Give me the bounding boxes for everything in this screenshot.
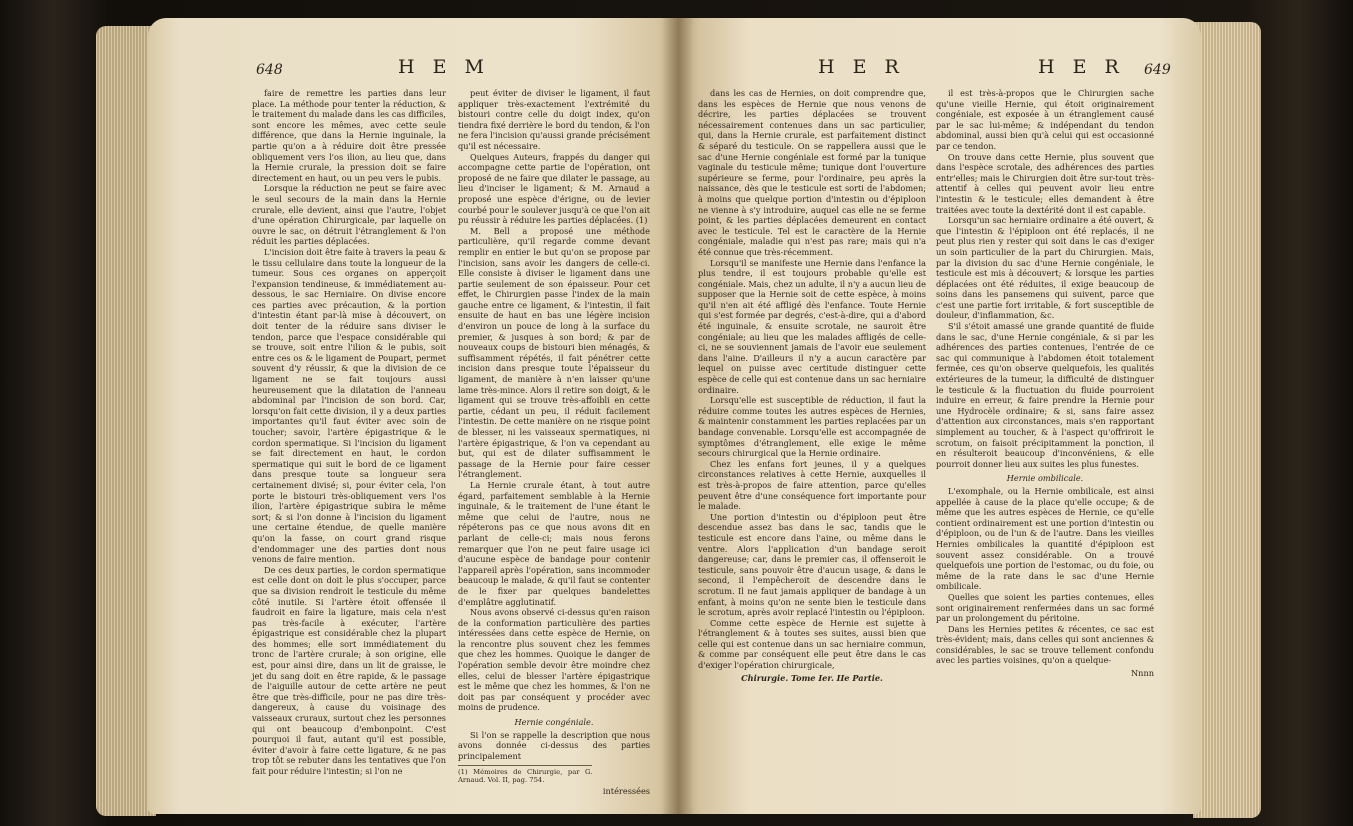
paragraph: Chez les enfans fort jeunes, il y a quelques circonstances relatives à cette Hernie, auxquelles il est très-à-propos de faire attention, parce qu'elles peuvent être d'une conséquence fort importante pour le malade. [698, 458, 926, 512]
paragraph: On trouve dans cette Hernie, plus souvent que dans l'espèce scrotale, des adhérences des parties entr'elles; mais le Chirurgien doit être sur-tout très-attentif à celles qui peuvent avoir lieu entre l'intestin & le testicule; elles demandent à être traitées avec toute la dextérité dont il est capable. [936, 151, 1154, 215]
paragraph: Lorsque la réduction ne peut se faire avec le seul secours de la main dans la Hernie crurale, elle devient, ainsi que l'autre, l'objet d'une opération Chirurgicale, par laquelle on ouvre le sac, on détruit l'étranglement & l'on réduit les parties déplacées. [252, 183, 446, 247]
paragraph: L'incision doit être faite à travers la peau & le tissu cellulaire dans toute la longueur de la tumeur. Sous ces organes on apperçoit l'expansion tendineuse, & immédiatement au-dessous, le sac Herniaire. On divise encore ces parties avec précaution, & la portion d'intestin étant par-là mise à découvert, on doit tenter de la réduire sans diviser le tendon, parce que l'espace considérable qui se trouve, soit entre l'ilion & le pubis, soit entre ces os & le ligament de Poupart, permet souvent d'y réussir, & que la division de ce ligament ne se fait toujours aussi heureusement que la dilatation de l'anneau abdominal par l'incision de son bord. Car, lorsqu'on fait cette division, il y a deux parties importantes qu'il faut éviter avec soin de toucher; savoir, l'artère épigastrique & le cordon spermatique. Si l'incision du ligament se fait directement en haut, le cordon spermatique qui suit le bord de ce ligament dans presque toute sa longueur sera certainement divisé; si, pour éviter cela, l'on porte le bistouri très-obliquement vers l'os ilion, l'artère épigastrique subira le même sort; & si l'on donne à l'incision du ligament une certaine étendue, de quelle manière qu'on la fasse, on court grand risque d'endommager une des parties dont nous venons de faire mention. [252, 246, 446, 565]
left-column-1 [252, 88, 446, 777]
paragraph: Comme cette espèce de Hernie est sujette à l'étranglement & à toutes ses suites, aussi bien que celle qui est contenue dans un sac herniaire commun, & comme par conséquent elle peut être dans le cas d'exiger l'opération chirurgicale, [698, 617, 926, 671]
paragraph: Lorsqu'il se manifeste une Hernie dans l'enfance la plus tendre, il est toujours probable qu'elle est congéniale. Mais, chez un adulte, il n'y a aucun lieu de supposer que la Hernie soit de cette espèce, à moins qu'il n'en ait été affligé dès l'enfance. Toute Hernie qui s'est formée par degrés, c'est-à-dire, qui a d'abord été inguinale, & ensuite scrotale, ne sauroit être congéniale; au lieu que les malades affligés de celle-ci, ne se souviennent jamais de l'avoir eue seulement dans l'aine. D'ailleurs il n'y a aucun caractère par lequel on puisse avec certitude distinguer cette espèce de celle qui est contenue dans un sac herniaire ordinaire. [698, 257, 926, 395]
catchword: intéressées [602, 786, 650, 797]
paragraph: Nous avons observé ci-dessus qu'en raison de la conformation particulière des parties intéressées dans cette espèce de Hernie, on la rencontre plus souvent chez les femmes que chez les hommes. Quoique le danger de l'opération semble devoir être moindre chez elles, celui de blesser l'artère épigastrique est le même que chez les hommes, & l'on ne doit pas par conséquent y procéder avec moins de prudence. [458, 607, 650, 713]
paragraph: M. Bell a proposé une méthode particulière, qu'il regarde comme devant remplir en entier le but qu'on se propose par l'incision, sans avoir les dangers de celle-ci. Elle consiste à diviser le ligament dans une partie seulement de son épaisseur. Pour cet effet, le Chirurgien passe l'index de la main gauche entre ce ligament, & l'intestin, il fait ensuite de haut en bas une légère incision d'environ un pouce de long à la surface du premier, & jusques à son bord; & par de nouveaux coups de bistouri bien ménagés, & suffisamment répétés, il fait pénétrer cette incision dans presque toute l'épaisseur du ligament, de manière à n'en laisser qu'une lame très-mince. Alors il retire son doigt, & le ligament qui se trouve très-affoibli en cette partie, cédant un peu, il réduit facilement l'intestin. De cette manière on ne risque point de blesser, ni les vaisseaux spermatiques, ni l'artère épigastrique, & l'on va cependant au but, qui est de dilater suffisamment le passage de la Hernie pour faire cesser l'étranglement. [458, 225, 650, 480]
right-page [678, 18, 1201, 814]
paragraph: Une portion d'intestin ou d'épiploon peut être descendue assez bas dans le sac, tandis que le testicule est encore dans l'aine, ou même dans le ventre. Alors l'application d'un bandage seroit dangereuse; car, dans le premier cas, il offenseroit le testicule, sans pouvoir être d'aucun usage, & dans le second, il l'empêcheroit de descendre dans le scrotum. Il ne faut jamais appliquer de bandage à un enfant, à moins qu'on ne sente bien le testicule dans le scrotum, après avoir replacé l'intestin ou l'épiploon. [698, 511, 926, 618]
paragraph: peut éviter de diviser le ligament, il faut appliquer très-exactement l'extrémité du bistouri contre celle du doigt index, qu'on tiendra fixé derrière le bord du tendon, & l'on ne fera l'incision qu'aussi grande précisément qu'il est nécessaire. [458, 88, 650, 151]
paragraph: La Hernie crurale étant, à tout autre égard, parfaitement semblable à la Hernie inguinale, & le traitement de l'une étant le même que celui de l'autre, nous ne répéterons pas ce que nous avons dit en parlant de celle-ci; mais nous ferons remarquer que l'on ne peut faire usage ici d'aucune espèce de bandage pour contenir l'appareil après l'opération, sans incommoder beaucoup le malade, & qu'il faut se contenter de le fixer par quelques bandelettes d'emplâtre agglutinatif. [458, 479, 650, 607]
running-head: H E M [398, 56, 490, 78]
paragraph: Si l'on se rappelle la description que nous avons donnée ci-dessus des parties principalement [458, 729, 650, 761]
right-column-1 [698, 88, 926, 683]
volume-footer: Chirurgie. Tome Ier. IIe Partie. [741, 672, 883, 683]
book-gutter [662, 18, 694, 814]
paragraph: De ces deux parties, le cordon spermatique est celle dont on doit le plus s'occuper, parce que sa division rendroit le testicule du même côté inutile. Si l'artère étoit offensée il faudroit en faire la ligature, mais cela n'est pas très-facile à exécuter, l'artère épigastrique est considérable chez la plupart des hommes; elle sort immédiatement du tronc de l'artère crurale; à son origine, elle est, pour ainsi dire, dans un lit de graisse, le jet du sang doit en être rapide, & le passage de l'aiguille autour de cette artère ne peut être que très-difficile, pour ne pas dire très-dangereux, à cause du voisinage des vaisseaux cruraux, surtout chez les personnes qui ont beaucoup d'embonpoint. C'est pourquoi il faut, autant qu'il est possible, éviter d'avoir à faire cette ligature, & ne pas trop tôt se rebuter dans les tentatives que l'on fait pour réduire l'intestin; si l'on ne [252, 564, 446, 776]
right-column-2 [936, 88, 1154, 679]
paragraph: Lorsqu'un sac herniaire ordinaire a été ouvert, & que l'intestin & l'épiploon ont été replacés, il ne peut plus rien y rester qui soit dans le cas d'exiger un soin particulier de la part du Chirurgien. Mais, par la division du sac d'une Hernie congéniale, le testicule est mis à découvert; & lorsque les parties déplacées ont été réduites, il exige beaucoup de soins dans les pansemens qui suivent, parce que c'est une partie fort irritable, & fort susceptible de douleur, d'inflammation, &c. [936, 215, 1154, 321]
left-page [148, 18, 678, 814]
left-column-2 [458, 88, 650, 797]
section-heading: Hernie ombilicale. [1006, 473, 1084, 484]
page-number: 649 [1144, 62, 1171, 78]
left-page-edges [96, 26, 156, 816]
paragraph: dans les cas de Hernies, on doit comprendre que, dans les espèces de Hernie que nous venons de décrire, les parties déplacées se trouvent nécessairement contenues dans un sac particulier, qui, dans la Hernie crurale, est parfaitement distinct & séparé du testicule. On se rappellera aussi que le sac d'une Hernie congéniale est formé par la tunique vaginale du testicule même; tunique dont l'ouverture supérieure se ferme, pour l'ordinaire, peu après la naissance, dès que le testicule est sorti de l'abdomen; à moins que quelque portion d'intestin ou d'épiploon ne vienne à s'y introduire, auquel cas elle ne se ferme point, & les parties déplacées demeurent en contact avec le testicule. Tel est le caractère de la Hernie congéniale, maladie qui n'est pas rare; mais qui n'a été connue que très-récemment. [698, 88, 926, 257]
paragraph: Quelques Auteurs, frappés du danger qui accompagne cette partie de l'opération, ont proposé de ne faire que dilater le passage, au lieu d'inciser le ligament; & M. Arnaud a proposé une espèce d'érigne, ou de levier courbé pour le soulever jusqu'à ce que l'on ait pu réussir à réduire les parties déplacées. (1) [458, 151, 650, 226]
paragraph: il est très-à-propos que le Chirurgien sache qu'une vieille Hernie, qui étoit originairement congéniale, est exposée à un étranglement causé par le sac lui-même; & indépendant du tendon abdominal, aussi bien qu'à celui qui est occasionné par ce tendon. [936, 88, 1154, 151]
paragraph: S'il s'étoit amassé une grande quantité de fluide dans le sac, d'une Hernie congéniale, & si par les adhérences des parties contenues, l'entrée de ce sac qui communique à l'abdomen étoit totalement fermée, ces qu'on observe quelquefois, les qualités extérieures de la tumeur, la difficulté de distinguer le testicule & la fluctuation du fluide pourroient induire en erreur, & faire prendre la Hernie pour une Hydrocèle ordinaire; & si, sans faire assez d'attention aux circonstances, mais s'en rapportant simplement au toucher, & à l'aspect qu'offriroit le scrotum, on faisoit précipitamment la ponction, il en résulteroit beaucoup d'inconvéniens, & elle pourroit donner lieu aux suites les plus funestes. [936, 321, 1154, 469]
paragraph: Dans les Hernies petites & récentes, ce sac est très-évident; mais, dans celles qui sont anciennes & considérables, le sac se trouve tellement confondu avec les parties voisines, qu'on a quelque- [936, 623, 1154, 666]
running-head-2: H E R [1038, 56, 1125, 78]
footnote: (1) Mémoires de Chirurgie, par G. Arnaud. Vol. II, pag. 754. [458, 765, 592, 784]
paragraph: Quelles que soient les parties contenues, elles sont originairement renfermées dans un sac formé par un prolongement du péritoine. [936, 591, 1154, 624]
paragraph: faire de remettre les parties dans leur place. La méthode pour tenter la réduction, & le traitement du malade dans les cas difficiles, sont encore les mêmes, avec cette seule différence, que dans la Hernie inguinale, la partie qu'on a à réduire doit être pressée obliquement vers l'os ilion, au lieu que, dans la Hernie crurale, la pression doit se faire directement en haut, ou un peu vers le pubis. [252, 88, 446, 183]
running-head: H E R [818, 56, 905, 78]
right-page-edges [1193, 22, 1261, 818]
section-heading: Hernie congéniale. [514, 717, 594, 728]
page-number: 648 [256, 62, 283, 78]
paragraph: L'exomphale, ou la Hernie ombilicale, est ainsi appellée à cause de la place qu'elle occupe; & de même que les autres espèces de Hernie, ce qu'elle contient ordinairement est une portion d'intestin ou d'épiploon, ou de l'un & de l'autre. Dans les vieilles Hernies ombilicales la quantité d'épiploon est souvent assez considérable. On a trouvé quelquefois une portion de l'estomac, ou du foie, ou même de la rate dans le sac d'une Hernie ombilicale. [936, 485, 1154, 592]
signature-mark: Nnnn [1131, 668, 1154, 679]
paragraph: Lorsqu'elle est susceptible de réduction, il faut la réduire comme toutes les autres espèces de Hernies, & maintenir constamment les parties replacées par un bandage convenable. Lorsqu'elle est accompagnée de symptômes d'étranglement, elle exige le même secours chirurgical que la Hernie ordinaire. [698, 395, 926, 459]
